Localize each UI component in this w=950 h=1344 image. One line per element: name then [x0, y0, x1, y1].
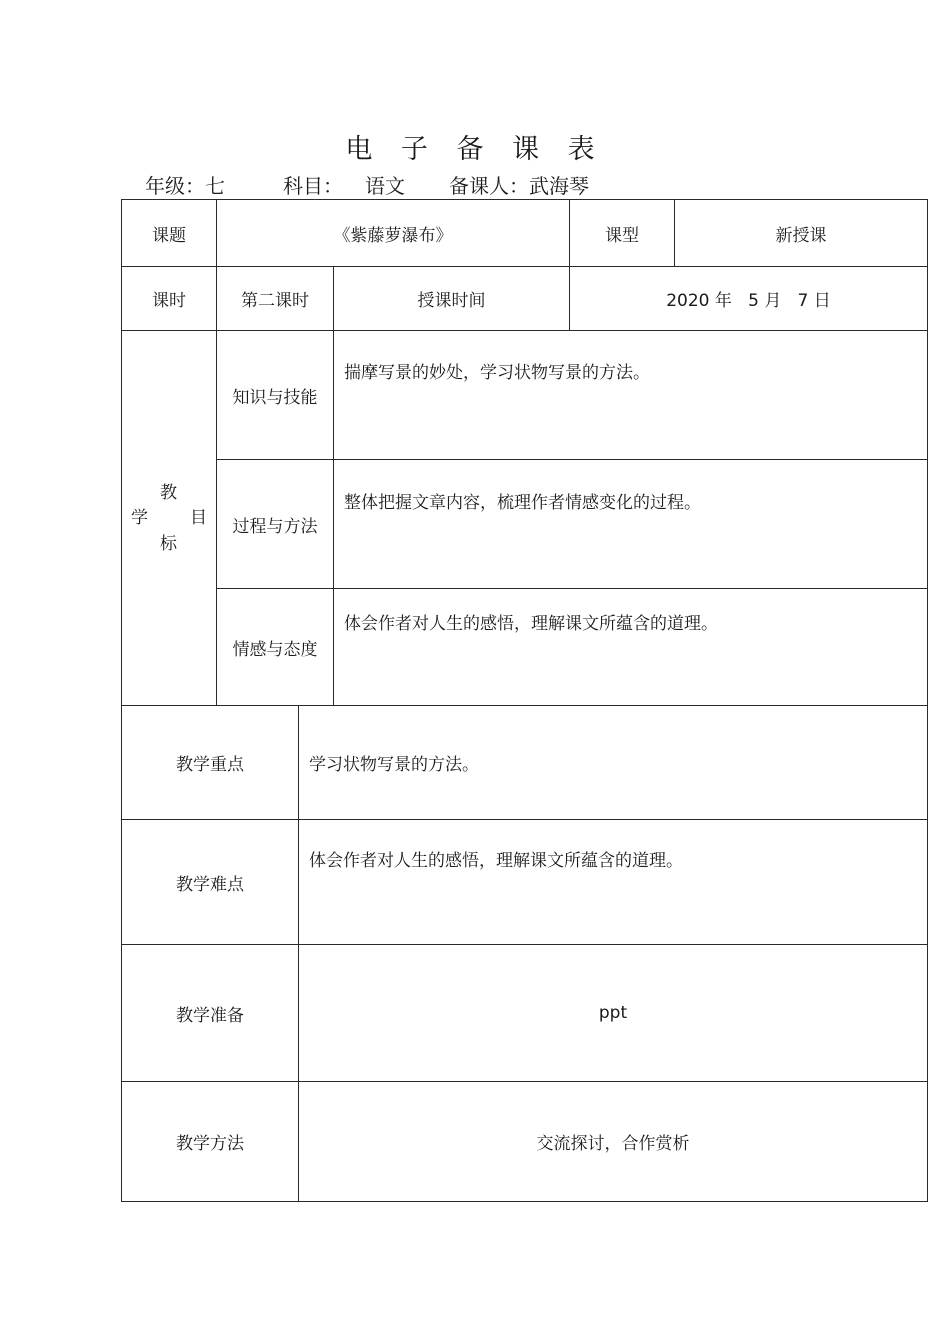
objective-content-process: 整体把握文章内容，梳理作者情感变化的过程。 [333, 459, 928, 589]
subject-value: 语文 [365, 174, 405, 198]
objective-content-attitude: 体会作者对人生的感悟，理解课文所蕴含的道理。 [333, 588, 928, 706]
header-meta [145, 172, 589, 200]
objectives-char-4: 标 [160, 534, 177, 554]
period-value: 第二课时 [216, 266, 334, 331]
preparation-label: 教学准备 [121, 944, 299, 1082]
grade-value: 七 [205, 174, 225, 198]
type-value: 新授课 [674, 199, 928, 267]
grade-label: 年级： [145, 174, 205, 198]
page-title: 电 子 备 课 表 [345, 134, 605, 165]
key-point-label: 教学重点 [121, 705, 299, 820]
time-label: 授课时间 [333, 266, 570, 331]
difficulty-value: 体会作者对人生的感悟，理解课文所蕴含的道理。 [298, 819, 928, 945]
subject-label: 科目： [283, 174, 343, 198]
objective-content-knowledge: 揣摩写景的妙处，学习状物写景的方法。 [333, 330, 928, 460]
objectives-char-3: 目 [190, 508, 207, 528]
difficulty-label: 教学难点 [121, 819, 299, 945]
objectives-char-1: 教 [160, 483, 177, 503]
topic-label: 课题 [121, 199, 217, 267]
time-value: 2020 年 5 月 7 日 [569, 266, 928, 331]
objective-label-process: 过程与方法 [216, 459, 334, 589]
objective-label-attitude: 情感与态度 [216, 588, 334, 706]
type-label: 课型 [569, 199, 675, 267]
key-point-value: 学习状物写景的方法。 [298, 705, 928, 820]
topic-value: 《紫藤萝瀑布》 [216, 199, 570, 267]
method-label: 教学方法 [121, 1081, 299, 1202]
period-label: 课时 [121, 266, 217, 331]
objectives-char-2: 学 [131, 508, 148, 528]
objective-label-knowledge: 知识与技能 [216, 330, 334, 460]
method-value: 交流探讨，合作赏析 [298, 1081, 928, 1202]
preparer-value: 武海琴 [529, 174, 589, 198]
preparer-label: 备课人： [449, 174, 529, 198]
preparation-value: ppt [298, 944, 928, 1082]
